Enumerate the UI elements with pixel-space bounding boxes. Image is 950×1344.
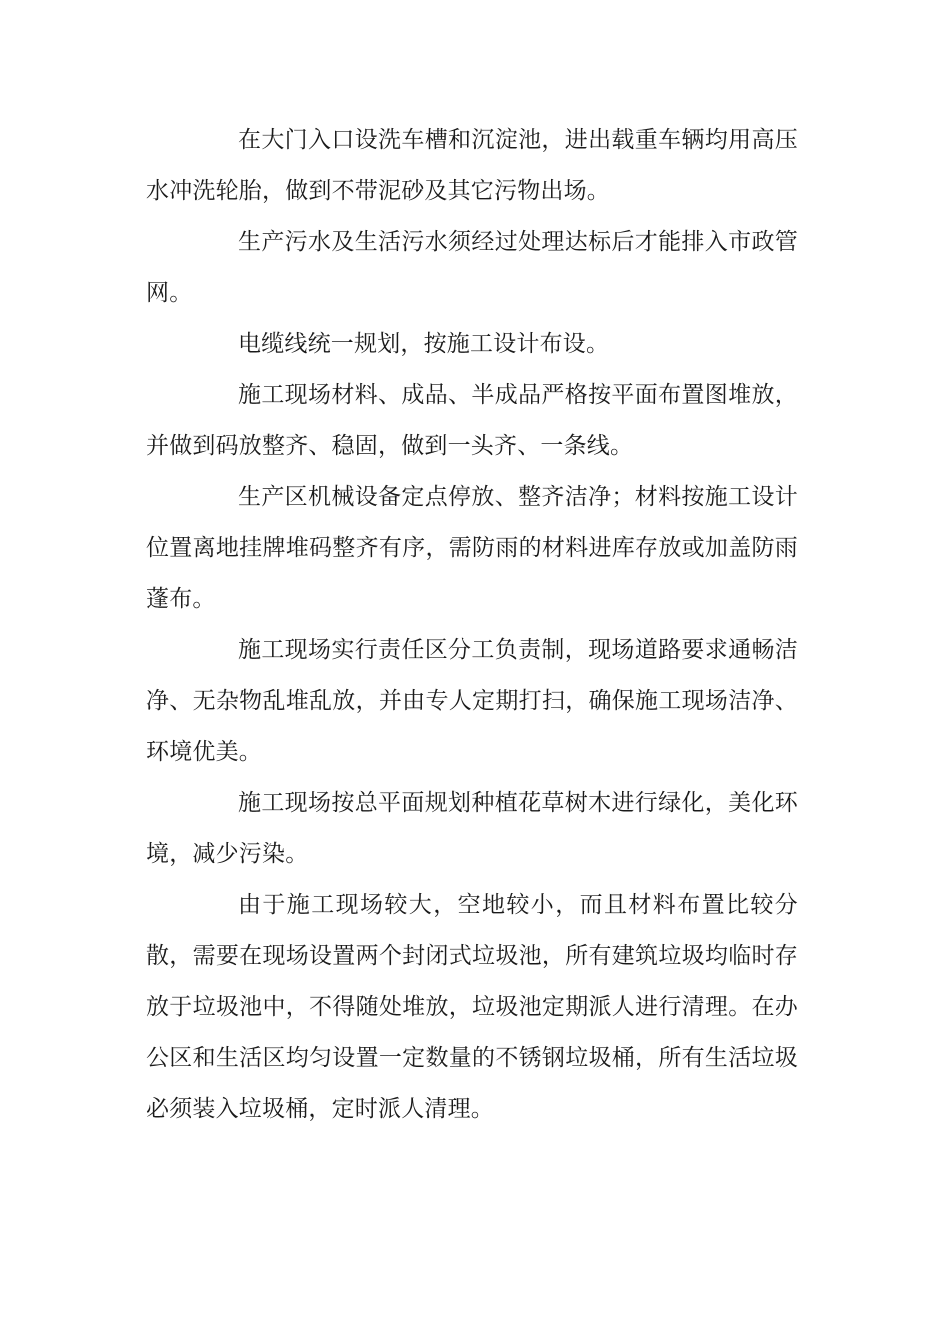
paragraph-responsibility: 施工现场实行责任区分工负责制，现场道路要求通畅洁净、无杂物乱堆乱放，并由专人定期打扫，确保施工现场洁净、环境优美。	[146, 637, 798, 765]
paragraph-car-wash: 在大门入口设洗车槽和沉淀池，进出载重车辆均用高压水冲洗轮胎，做到不带泥砂及其它污物出场。	[146, 127, 798, 204]
paragraph-material-stacking: 施工现场材料、成品、半成品严格按平面布置图堆放，并做到码放整齐、稳固，做到一头齐、一条线。	[146, 382, 798, 459]
paragraph-greening: 施工现场按总平面规划种植花草树木进行绿化，美化环境，减少污染。	[146, 790, 798, 867]
paragraph-sewage: 生产污水及生活污水须经过处理达标后才能排入市政管网。	[146, 229, 798, 306]
paragraph-cables: 电缆线统一规划，按施工设计布设。	[238, 331, 610, 357]
paragraph-machinery: 生产区机械设备定点停放、整齐洁净；材料按施工设计位置离地挂牌堆码整齐有序，需防雨的材料进库存放或加盖防雨蓬布。	[146, 484, 798, 612]
document-body	[146, 115, 798, 1135]
paragraph-garbage: 由于施工现场较大，空地较小，而且材料布置比较分散，需要在现场设置两个封闭式垃圾池，所有建筑垃圾均临时存放于垃圾池中，不得随处堆放，垃圾池定期派人进行清理。在办公区和生活区均匀设置一定数量的不锈钢垃圾桶，所有生活垃圾必须装入垃圾桶，定时派人清理。	[146, 892, 798, 1122]
